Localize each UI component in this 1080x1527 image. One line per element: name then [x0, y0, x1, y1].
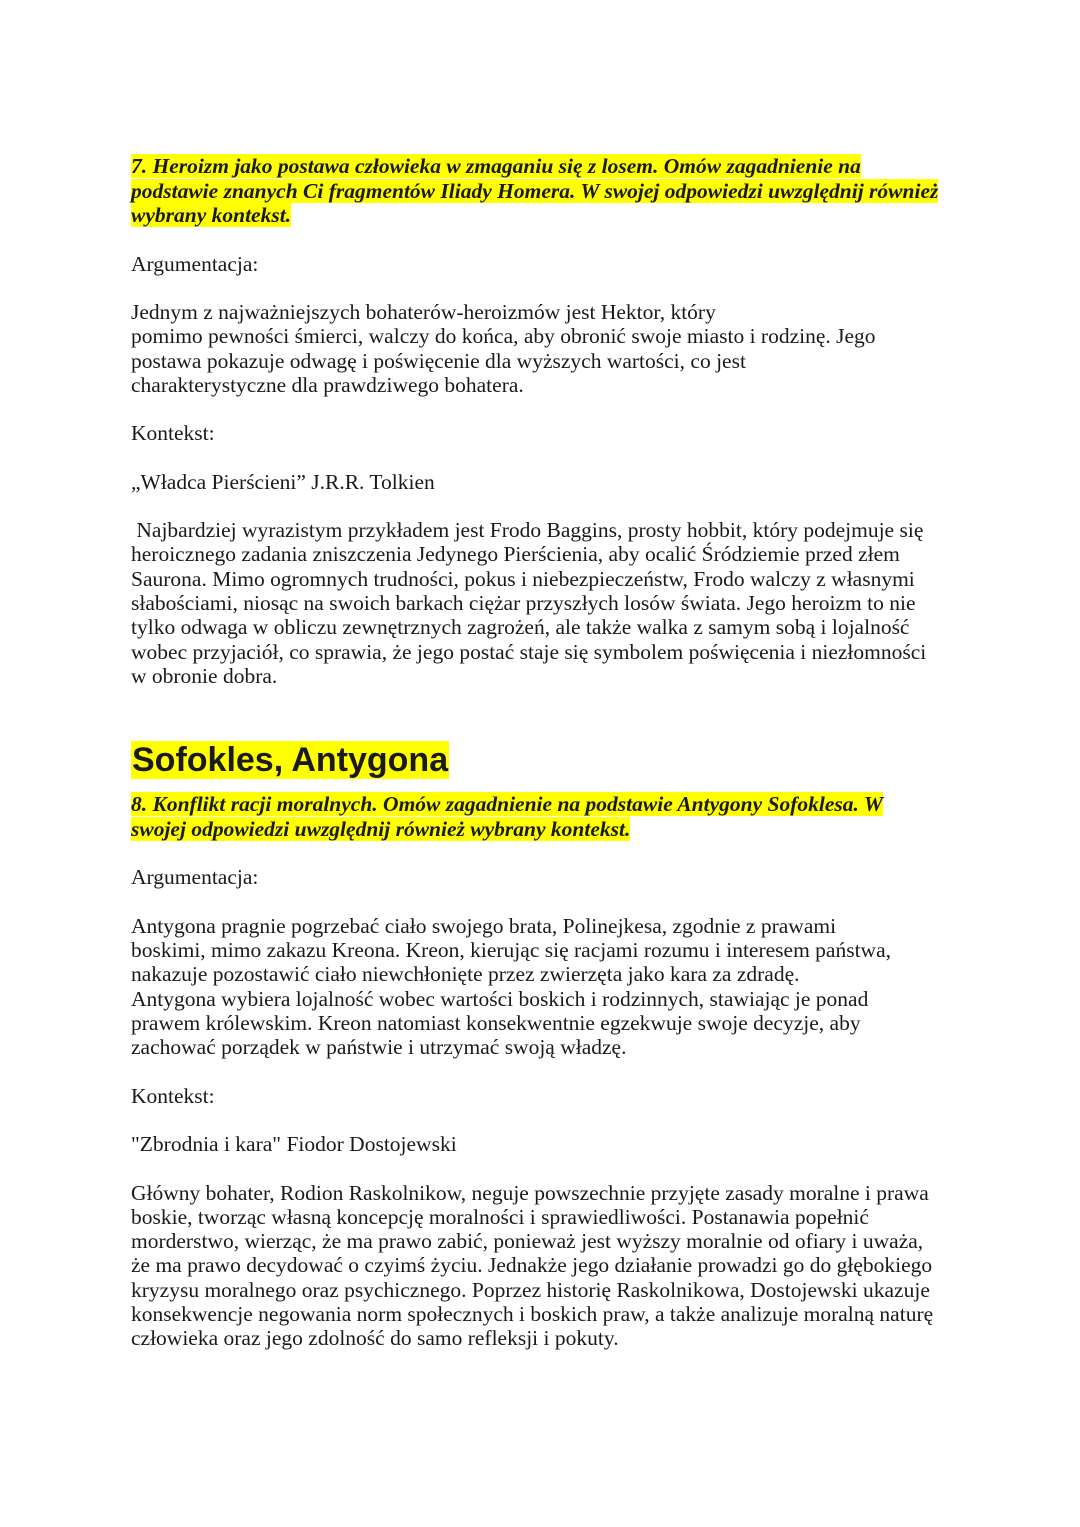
- section-heading: [131, 740, 961, 780]
- argument-2-line-4: Antygona wybiera lojalność wobec wartości boskich i rodzinnych, stawiając je ponad: [131, 986, 869, 1011]
- context-1-line-6: wobec przyjaciół, co sprawia, że jego postać staje się symbolem poświęcenia i niezłomności: [131, 639, 927, 664]
- argument-label-2: Argumentacja:: [131, 865, 259, 890]
- question-7-line-3: wybrany kontekst.: [131, 203, 292, 227]
- argument-1-line-2: pomimo pewności śmierci, walczy do końca, aby obronić swoje miasto i rodzinę. Jego: [131, 324, 876, 349]
- argument-1-line-4: charakterystyczne dla prawdziwego bohatera.: [131, 372, 524, 397]
- question-7: [131, 154, 961, 228]
- context-2-line-6: konsekwencje negowania norm społecznych i boskich praw, a także analizuje moralną naturę: [131, 1302, 934, 1327]
- context-1-line-4: słabościami, niosąc na swoich barkach ciężar przyszłych losów świata. Jego heroizm to nie: [131, 591, 916, 616]
- question-7-line-2: podstawie znanych Ci fragmentów Iliady Homera. W swojej odpowiedzi uwzględnij również: [131, 178, 939, 203]
- context-paragraph-1: [131, 518, 961, 688]
- context-1-line-3: Saurona. Mimo ogromnych trudności, pokus i niebezpieczeństw, Frodo walczy z własnymi: [131, 566, 915, 591]
- context-2-line-2: boskie, tworząc własną koncepcję moralności i sprawiedliwości. Postanawia popełnić: [131, 1204, 869, 1229]
- argument-paragraph-1: [131, 300, 961, 397]
- argument-2-line-1: Antygona pragnie pogrzebać ciało swojego brata, Polinejkesa, zgodnie z prawami: [131, 913, 837, 938]
- question-7-line-1: 7. Heroizm jako postawa człowieka w zmaganiu się z losem. Omów zagadnienie na: [131, 154, 861, 178]
- document-content: [131, 154, 961, 1351]
- context-paragraph-2: [131, 1181, 961, 1351]
- argument-1-line-3: postawa pokazuje odwagę i poświęcenie dla wyższych wartości, co jest: [131, 348, 746, 373]
- context-title-2: "Zbrodnia i kara" Fiodor Dostojewski: [131, 1132, 457, 1157]
- argument-1-line-1: Jednym z najważniejszych bohaterów-heroizmów jest Hektor, który: [131, 300, 716, 324]
- context-title-1: „Władca Pierścieni” J.R.R. Tolkien: [131, 469, 435, 494]
- context-2-line-7: człowieka oraz jego zdolność do samo refleksji i pokuty.: [131, 1326, 619, 1351]
- argument-paragraph-2: [131, 914, 961, 1060]
- context-1-line-1: Najbardziej wyrazistym przykładem jest Frodo Baggins, prosty hobbit, który podejmuje się: [131, 518, 924, 543]
- context-1-line-7: w obronie dobra.: [131, 663, 278, 688]
- context-label-2: Kontekst:: [131, 1083, 215, 1108]
- question-8-line-2: swojej odpowiedzi uwzględnij również wybrany kontekst.: [131, 816, 631, 841]
- context-1-line-2: heroicznego zadania zniszczenia Jedynego Pierścienia, aby ocalić Śródziemie przed złem: [131, 542, 900, 567]
- context-2-line-3: morderstwo, wierząc, że ma prawo zabić, ponieważ jest wyższy moralnie od ofiary i uważa,: [131, 1229, 924, 1254]
- argument-2-line-6: zachować porządek w państwie i utrzymać swoją władzę.: [131, 1035, 627, 1060]
- question-8: [131, 792, 961, 841]
- context-2-line-1: Główny bohater, Rodion Raskolnikow, neguje powszechnie przyjęte zasady moralne i prawa: [131, 1180, 929, 1205]
- section-heading-text: Sofokles, Antygona: [132, 741, 449, 780]
- context-2-line-5: kryzysu moralnego oraz psychicznego. Poprzez historię Raskolnikowa, Dostojewski ukazuje: [131, 1277, 930, 1302]
- context-1-line-5: tylko odwaga w obliczu zewnętrznych zagrożeń, ale także walka z samym sobą i lojalność: [131, 615, 910, 640]
- context-2-line-4: że ma prawo decydować o czyimś życiu. Jednakże jego działanie prowadzi go do głębokiego: [131, 1253, 933, 1278]
- question-8-line-1: 8. Konflikt racji moralnych. Omów zagadnienie na podstawie Antygony Sofoklesa. W: [131, 792, 883, 817]
- context-label-1: Kontekst:: [131, 421, 215, 446]
- argument-2-line-3: nakazuje pozostawić ciało niewchłonięte przez zwierzęta jako kara za zdradę.: [131, 962, 800, 987]
- argument-2-line-2: boskimi, mimo zakazu Kreona. Kreon, kierując się racjami rozumu i interesem państwa,: [131, 938, 892, 963]
- argument-2-line-5: prawem królewskim. Kreon natomiast konsekwentnie egzekwuje swoje decyzje, aby: [131, 1010, 861, 1035]
- argument-label-1: Argumentacja:: [131, 251, 259, 276]
